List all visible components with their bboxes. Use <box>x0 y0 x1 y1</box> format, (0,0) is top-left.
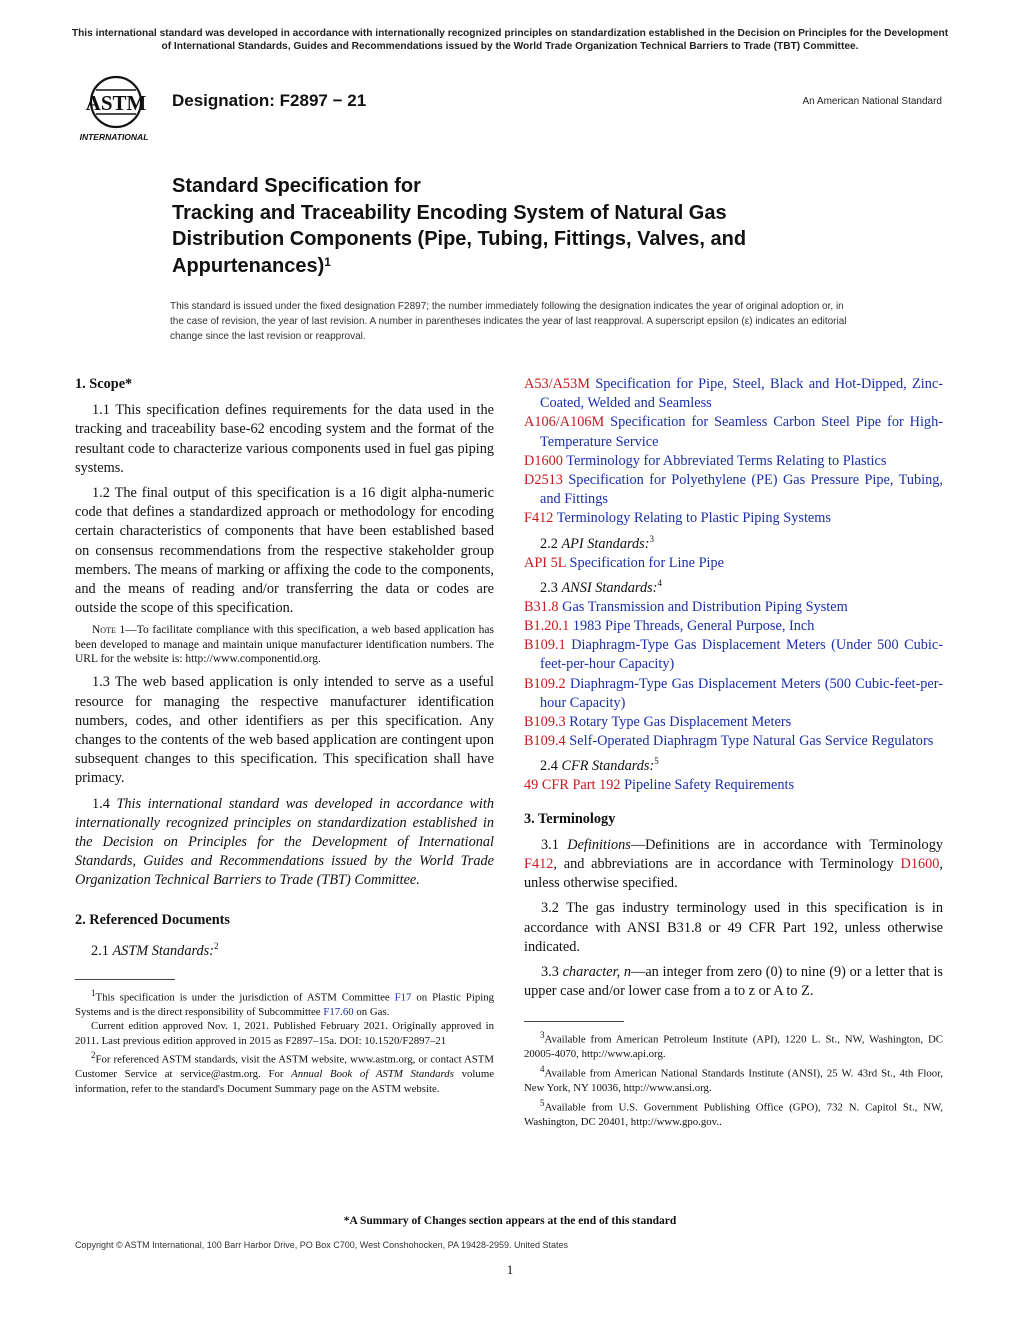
ref-item[interactable] <box>524 471 943 509</box>
astm-sup: 2 <box>214 940 219 951</box>
ref-item[interactable] <box>524 732 943 751</box>
ansi-sup: 4 <box>657 577 662 588</box>
ref-code[interactable]: D2513 <box>524 472 563 489</box>
ref-title[interactable]: Rotary Type Gas Displacement Meters <box>569 713 792 730</box>
ref-code[interactable]: F412 <box>524 510 554 527</box>
logo-text: ASTM <box>85 91 147 115</box>
ref-item[interactable] <box>524 617 943 636</box>
astm-ref-list <box>524 375 943 529</box>
astm-label: ASTM Standards: <box>112 942 214 959</box>
fn5-mark: 5 <box>540 1097 545 1108</box>
fn4-text: Available from American National Standards Institute (ANSI), 25 W. 43rd St., 4th Floor, New York, NY 10036, http://www.ansi.org. <box>524 1067 943 1095</box>
title-line-4: Appurtenances) <box>172 254 325 277</box>
ref-code[interactable]: 49 CFR Part 192 <box>524 777 621 794</box>
api-label: API Standards: <box>561 535 650 552</box>
footnote-rule-right <box>524 1021 624 1022</box>
ansi-label: ANSI Standards: <box>561 579 658 596</box>
ref-title[interactable]: Terminology Relating to Plastic Piping Systems <box>556 510 831 527</box>
fn2-italic: Annual Book of ASTM Standards <box>291 1068 454 1081</box>
t31-text-a: —Definitions are in accordance with Terminology <box>630 836 943 853</box>
t31-text-c: , unless otherwise specified. <box>524 855 943 892</box>
issuance-statement: This standard is issued under the fixed designation F2897; the number immediately following the designation indicates the year of original adoption or, in the case of revision, the year of last revision. A number in parentheses indicates the year of last reapproval. A superscript epsilon (ε) indicates an editorial change since the last revision or reapproval. <box>170 301 847 342</box>
ref-title[interactable]: Specification for Pipe, Steel, Black and Hot-Dipped, Zinc-Coated, Welded and Seamless <box>540 376 943 412</box>
ref-code[interactable]: D1600 <box>524 452 563 469</box>
fn1-committee-link[interactable]: F17 <box>394 991 412 1004</box>
ref-item[interactable] <box>524 598 943 617</box>
fn2-mark: 2 <box>91 1050 96 1061</box>
ref-title[interactable]: Terminology for Abbreviated Terms Relating to Plastics <box>566 452 887 469</box>
ansi-standards-label <box>524 574 943 598</box>
american-national-standard: An American National Standard <box>802 96 942 107</box>
copyright: Copyright © ASTM International, 100 Barr Harbor Drive, PO Box C700, West Conshohocken, PA 19428-2959. United States <box>75 1240 569 1250</box>
referenced-heading: 2. Referenced Documents <box>75 911 230 928</box>
document-title <box>172 173 892 279</box>
api-num: 2.2 <box>540 535 558 552</box>
t31-ref-f412[interactable]: F412 <box>524 855 554 872</box>
scope-heading: 1. Scope* <box>75 376 133 392</box>
footnotes-left <box>75 986 494 1097</box>
left-column <box>75 375 494 1096</box>
t31-text-b: , and abbreviations are in accordance with Terminology <box>553 855 894 872</box>
scope-1-4 <box>75 795 494 891</box>
t31-term: Definitions <box>567 836 631 853</box>
ref-title[interactable]: Self-Operated Diaphragm Type Natural Gas Service Regulators <box>569 733 934 750</box>
ref-code[interactable]: B109.2 <box>524 675 566 692</box>
fn3-text: Available from American Petroleum Institute (API), 1220 L. St., NW, Washington, DC 20005-4070, http://www.api.org. <box>524 1033 943 1061</box>
designation: Designation: F2897 − 21 <box>172 91 367 110</box>
ref-title[interactable]: Diaphragm-Type Gas Displacement Meters (Under 500 Cubic-feet-per-hour Capacity) <box>540 637 943 673</box>
ref-item[interactable] <box>524 375 943 413</box>
fn1-text-b: on Plastic Piping Systems and is the direct responsibility of Subcommittee <box>75 991 495 1018</box>
terminology-3-2: 3.2 The gas industry terminology used in this specification is in accordance with ANSI B31.8 or 49 CFR Part 192, unless otherwise indicated. <box>524 900 943 955</box>
note-1 <box>75 623 494 666</box>
logo-subtext: INTERNATIONAL <box>79 132 149 142</box>
ref-item[interactable] <box>524 636 943 674</box>
terminology-heading: 3. Terminology <box>524 810 616 827</box>
scope-1-3: 1.3 The web based application is only intended to serve as a useful resource for managing the respective manufacturer identification numbers, codes, and other identifiers as per this specification. Any changes to the contents of the web based application are contingent upon subsequent changes to this specification. This specification shall have primacy. <box>75 674 494 787</box>
scope-1-2: 1.2 The final output of this specification is a 16 digit alpha-numeric code that defines a standardized approach or methodology for encoding certain characteristics of components that have been established based on consensus recommendations from the respective stakeholder group members. The means of marking or affixing the code to the components, and the means of reading and/or transferring the data or codes are outside the scope of this specification. <box>75 485 494 617</box>
title-line-2: Tracking and Traceability Encoding System of Natural Gas <box>172 201 727 224</box>
t31-num: 3.1 <box>541 836 559 853</box>
title-footnote-mark: 1 <box>324 254 331 269</box>
footnote-5 <box>524 1096 943 1130</box>
page-number: 1 <box>506 1262 514 1277</box>
ref-title[interactable]: Specification for Seamless Carbon Steel Pipe for High-Temperature Service <box>540 414 943 450</box>
ref-code[interactable]: B1.20.1 <box>524 617 570 634</box>
scope-1-1: 1.1 This specification defines requirements for the data used in the tracking and traceability base-62 encoding system and the format of the resultant code to characterize various components used in fuel gas piping systems. <box>75 402 494 476</box>
ref-item[interactable] <box>524 509 943 528</box>
footnote-3 <box>524 1028 943 1062</box>
title-line-1: Standard Specification for <box>172 175 421 197</box>
cfr-num: 2.4 <box>540 758 558 775</box>
api-sup: 3 <box>649 533 654 544</box>
top-notice: This international standard was developed in accordance with internationally recognized principles on standardization established in the Decision on Principles for the Development of International Standards, Guides and Recommendations issued by the World Trade Organization Technical Barriers to Trade (TBT) Committee. <box>71 28 949 52</box>
footnote-4 <box>524 1062 943 1096</box>
ref-item[interactable] <box>524 776 943 795</box>
astm-logo <box>72 74 162 146</box>
cfr-sup: 5 <box>654 756 659 767</box>
ref-code[interactable]: B109.4 <box>524 733 566 750</box>
cfr-label: CFR Standards: <box>561 758 655 775</box>
terminology-3-3 <box>524 963 943 1001</box>
ref-code[interactable]: B109.1 <box>524 637 566 654</box>
ansi-num: 2.3 <box>540 579 558 596</box>
fn2-text-b: volume information, refer to the standard's Document Summary page on the ASTM website. <box>75 1068 495 1095</box>
t31-ref-d1600[interactable]: D1600 <box>900 855 940 872</box>
fn3-mark: 3 <box>540 1030 545 1041</box>
ref-title[interactable]: 1983 Pipe Threads, General Purpose, Inch <box>572 617 815 634</box>
fn2-text-a: For referenced ASTM standards, visit the ASTM website, www.astm.org, or contact ASTM Customer Service at service@astm.org. For <box>75 1053 494 1081</box>
ref-title[interactable]: Gas Transmission and Distribution Piping System <box>562 598 848 615</box>
fn1-text-c: on Gas. <box>356 1005 390 1018</box>
ref-title[interactable]: Pipeline Safety Requirements <box>624 777 795 794</box>
note-label: Note 1 <box>92 624 126 637</box>
fn1-text-a: This specification is under the jurisdiction of ASTM Committee <box>95 991 390 1004</box>
scope-1-4-text: This international standard was developed in accordance with internationally recognized principles on standardization established in the Decision on Principles for the Development of International Standards, Guides and Recommendations issued by the World Trade Organization Technical Barriers to Trade (TBT) Committee. <box>75 795 495 889</box>
title-line-3: Distribution Components (Pipe, Tubing, Fittings, Valves, and <box>172 228 747 250</box>
footnote-2 <box>75 1048 494 1096</box>
t33-text: —an integer from zero (0) to nine (9) or a letter that is upper case and/or lower case from a to z or A to Z. <box>524 963 943 1000</box>
api-standards-label <box>524 530 943 554</box>
ref-item[interactable] <box>524 452 943 471</box>
ref-item[interactable] <box>524 713 943 732</box>
fn1-mark: 1 <box>91 987 96 998</box>
footnote-1-edition: Current edition approved Nov. 1, 2021. Published February 2021. Originally approved in 2011. Last previous edition approved in 2015 as F2897–15a. DOI: 10.1520/F2897–21 <box>75 1020 494 1047</box>
fn5-text: Available from U.S. Government Publishing Office (GPO), 732 N. Capitol St., NW, Washington, DC 20401, http://www.gpo.gov.. <box>524 1101 943 1128</box>
ref-title[interactable]: Specification for Line Pipe <box>569 554 724 571</box>
ref-code[interactable]: API 5L <box>524 554 566 571</box>
ref-code[interactable]: A106/A106M <box>524 414 605 431</box>
ref-item[interactable] <box>524 413 943 451</box>
astm-standards-label <box>75 937 494 961</box>
footnote-rule-left <box>75 979 175 980</box>
terminology-3-1 <box>524 836 943 894</box>
ref-title[interactable]: Diaphragm-Type Gas Displacement Meters (500 Cubic-feet-per-hour Capacity) <box>540 675 943 711</box>
t33-term: character, n <box>562 963 632 980</box>
ref-code[interactable]: B109.3 <box>524 713 566 730</box>
right-column <box>524 375 943 1129</box>
astm-num: 2.1 <box>91 942 109 959</box>
ref-item[interactable] <box>524 675 943 713</box>
fn1-subcommittee-link[interactable]: F17.60 <box>323 1005 354 1018</box>
ref-code[interactable]: B31.8 <box>524 598 559 615</box>
ref-code[interactable]: A53/A53M <box>524 376 590 392</box>
ref-title[interactable]: Specification for Polyethylene (PE) Gas Pressure Pipe, Tubing, and Fittings <box>540 472 943 508</box>
scope-1-4-num: 1.4 <box>92 795 110 812</box>
note-text: —To facilitate compliance with this specification, a web based application has been developed to manage and maintain unique manufacturer identification numbers. The URL for the website is: http://www.componentid.org. <box>75 624 494 666</box>
t33-num: 3.3 <box>541 963 559 980</box>
footnote-1 <box>75 986 494 1020</box>
footnotes-right <box>524 1028 943 1129</box>
fn4-mark: 4 <box>540 1063 545 1074</box>
summary-of-changes-note: *A Summary of Changes section appears at the end of this standard <box>343 1215 677 1227</box>
cfr-standards-label <box>524 752 943 776</box>
ref-item[interactable] <box>524 554 943 573</box>
